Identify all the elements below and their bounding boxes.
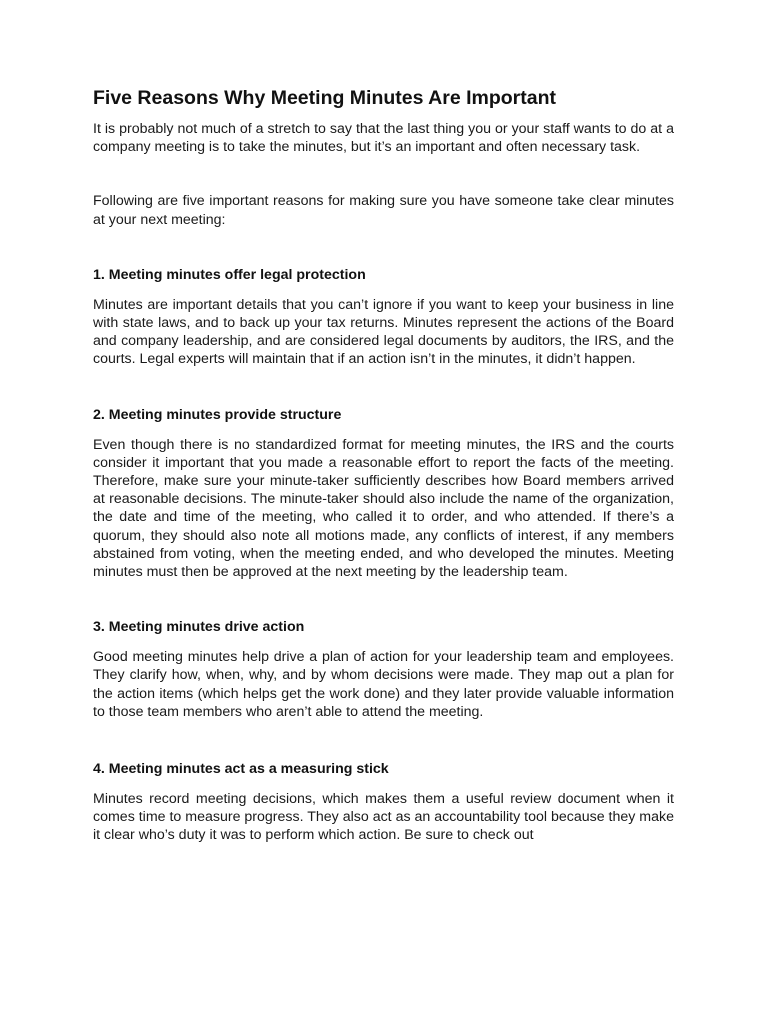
section-body-1: Minutes are important details that you can’t ignore if you want to keep your business in line with state laws, and to back up your tax returns. Minutes represent the actions of the Board and company leadership, and are considered legal documents by auditors, the IRS, and the courts. Legal experts will maintain that if an action isn’t in the minutes, it didn’t happen. bbox=[93, 296, 674, 368]
spacer bbox=[93, 229, 674, 266]
intro-paragraph-1: It is probably not much of a stretch to say that the last thing you or your staff wants to do at a company meeting is to take the minutes, but it’s an important and often necessary task. bbox=[93, 121, 674, 156]
section-heading-3: 3. Meeting minutes drive action bbox=[93, 619, 305, 636]
section-heading-1: 1. Meeting minutes offer legal protection bbox=[93, 266, 366, 283]
section-body-3: Good meeting minutes help drive a plan of action for your leadership team and employees. They clarify how, when, why, and by whom decisions were made. They map out a plan for the action items (which helps get the work done) and they later provide valuable information to those team members who aren’t able to attend the meeting. bbox=[93, 649, 674, 720]
spacer bbox=[93, 581, 674, 618]
document-title: Five Reasons Why Meeting Minutes Are Important bbox=[93, 87, 557, 109]
intro-paragraph-2: Following are five important reasons for making sure you have someone take clear minutes at your next meeting: bbox=[93, 193, 674, 228]
section-body-2: Even though there is no standardized format for meeting minutes, the IRS and the courts consider it important that you made a reasonable effort to report the facts of the meeting. Therefore, make sure your minute-taker sufficiently describes how Board members arrived at reasonable decisions. The minute-taker should also include the name of the organization, the date and time of the meeting, who called it to order, and who attended. If there’s a quorum, they should also note all motions made, any conflicts of interest, if any members abstained from voting, when the meeting ended, and who developed the minutes. Meeting minutes must then be approved at the next meeting by the leadership team. bbox=[93, 436, 674, 581]
section-heading-2: 2. Meeting minutes provide structure bbox=[93, 406, 342, 423]
spacer bbox=[93, 156, 674, 192]
spacer bbox=[93, 369, 674, 406]
spacer bbox=[93, 721, 674, 760]
section-heading-4: 4. Meeting minutes act as a measuring stick bbox=[93, 761, 389, 778]
section-body-4: Minutes record meeting decisions, which makes them a useful review document when it comes time to measure progress. They also act as an accountability tool because they make it clear who’s duty it was to perform which action. Be sure to check out bbox=[93, 791, 674, 844]
